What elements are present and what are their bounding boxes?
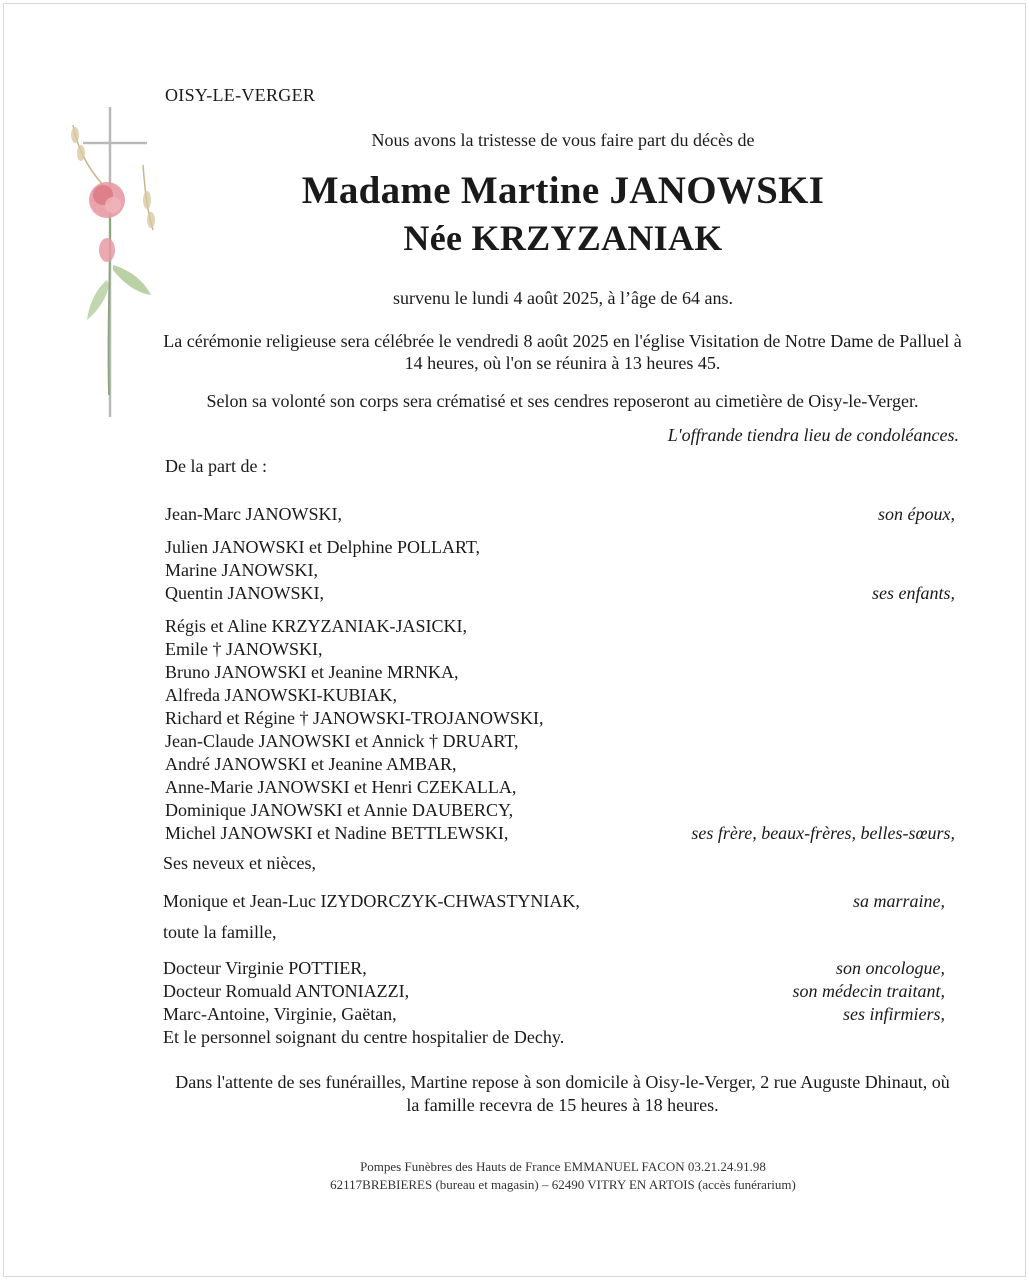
- de-la-part-label: De la part de :: [165, 456, 267, 476]
- family-member: Jean-Marc JANOWSKI,: [165, 504, 342, 524]
- family-member: Quentin JANOWSKI,: [165, 583, 324, 603]
- whole-family-line: toute la famille,: [163, 922, 277, 942]
- family-member: Emile † JANOWSKI,: [165, 639, 323, 659]
- family-line: [163, 1003, 945, 1026]
- family-member: Jean-Claude JANOWSKI et Annick † DRUART,: [165, 731, 519, 751]
- nephews-nieces-line: Ses neveux et nièces,: [163, 853, 316, 873]
- family-line: [165, 661, 955, 684]
- family-line: [165, 638, 955, 661]
- cremation-wish: Selon sa volonté son corps sera crématisé et ses cendres reposeront au cimetière de Oisy-le-Verger.: [206, 391, 919, 411]
- family-group-siblings: [165, 615, 955, 845]
- family-line: [163, 890, 945, 913]
- maiden-name: Née KRZYZANIAK: [403, 218, 723, 258]
- funeral-home-footer: [0, 1158, 1029, 1194]
- family-member: Marc-Antoine, Virginie, Gaëtan,: [163, 1004, 397, 1024]
- family-line: [163, 980, 945, 1003]
- family-group-children: [165, 536, 955, 605]
- relation-label: sa marraine,: [852, 891, 945, 911]
- family-line: [165, 615, 955, 638]
- family-member: André JANOWSKI et Jeanine AMBAR,: [165, 754, 457, 774]
- family-line: [165, 799, 955, 822]
- family-line: [165, 684, 955, 707]
- footer-line-2: 62117BREBIERES (bureau et magasin) – 62490 VITRY EN ARTOIS (accès funérarium): [330, 1177, 796, 1192]
- family-member: Bruno JANOWSKI et Jeanine MRNKA,: [165, 662, 459, 682]
- family-line: [165, 559, 955, 582]
- family-line: [165, 536, 955, 559]
- family-line: [163, 1026, 945, 1049]
- visitation-paragraph: Dans l'attente de ses funérailles, Martine repose à son domicile à Oisy-le-Verger, 2 rue Auguste Dhinaut, où la famille recevra de 15 heures à 18 heures.: [175, 1072, 950, 1115]
- death-date-line: survenu le lundi 4 août 2025, à l’âge de 64 ans.: [393, 288, 733, 308]
- deceased-name: Madame Martine JANOWSKI: [301, 169, 825, 212]
- family-member: Régis et Aline KRZYZANIAK-JASICKI,: [165, 616, 467, 636]
- family-member: Monique et Jean-Luc IZYDORCZYK-CHWASTYNIAK,: [163, 891, 580, 911]
- family-member: Anne-Marie JANOWSKI et Henri CZEKALLA,: [165, 777, 517, 797]
- footer-line-1: Pompes Funèbres des Hauts de France EMMANUEL FACON 03.21.24.91.98: [360, 1159, 766, 1174]
- family-group-spouse: [165, 503, 955, 526]
- ceremony-paragraph: La cérémonie religieuse sera célébrée le vendredi 8 août 2025 en l'église Visitation de Notre Dame de Palluel à 14 heures, où l'on se réunira à 13 heures 45.: [163, 331, 962, 373]
- family-member: Marine JANOWSKI,: [165, 560, 318, 580]
- family-line: [165, 582, 955, 605]
- family-member: Docteur Romuald ANTONIAZZI,: [163, 981, 410, 1001]
- relation-label: ses infirmiers,: [842, 1004, 945, 1024]
- relation-label: son époux,: [878, 504, 955, 524]
- family-line: [163, 957, 945, 980]
- family-line: [165, 822, 955, 845]
- family-member: Richard et Régine † JANOWSKI-TROJANOWSKI,: [165, 708, 544, 728]
- family-member: Et le personnel soignant du centre hospitalier de Dechy.: [163, 1027, 565, 1047]
- family-member: Docteur Virginie POTTIER,: [163, 958, 367, 978]
- cross-rose-decoration: [55, 105, 165, 420]
- relation-label: ses frère, beaux-frères, belles-sœurs,: [691, 823, 955, 843]
- family-member: Alfreda JANOWSKI-KUBIAK,: [165, 685, 397, 705]
- town-name: OISY-LE-VERGER: [165, 85, 316, 105]
- family-line: [165, 753, 955, 776]
- family-line: [165, 776, 955, 799]
- relation-label: son médecin traitant,: [792, 981, 945, 1001]
- family-group-godmother: [163, 890, 945, 913]
- offering-note: L'offrande tiendra lieu de condoléances.: [667, 425, 959, 445]
- family-group-caregivers: [163, 957, 945, 1049]
- announcement-intro: Nous avons la tristesse de vous faire part du décès de: [371, 130, 755, 150]
- family-member: Michel JANOWSKI et Nadine BETTLEWSKI,: [165, 823, 509, 843]
- relation-label: ses enfants,: [872, 583, 955, 603]
- relation-label: son oncologue,: [836, 958, 945, 978]
- family-member: Dominique JANOWSKI et Annie DAUBERCY,: [165, 800, 514, 820]
- family-line: [165, 730, 955, 753]
- family-member: Julien JANOWSKI et Delphine POLLART,: [165, 537, 481, 557]
- family-line: [165, 707, 955, 730]
- family-line: [165, 503, 955, 526]
